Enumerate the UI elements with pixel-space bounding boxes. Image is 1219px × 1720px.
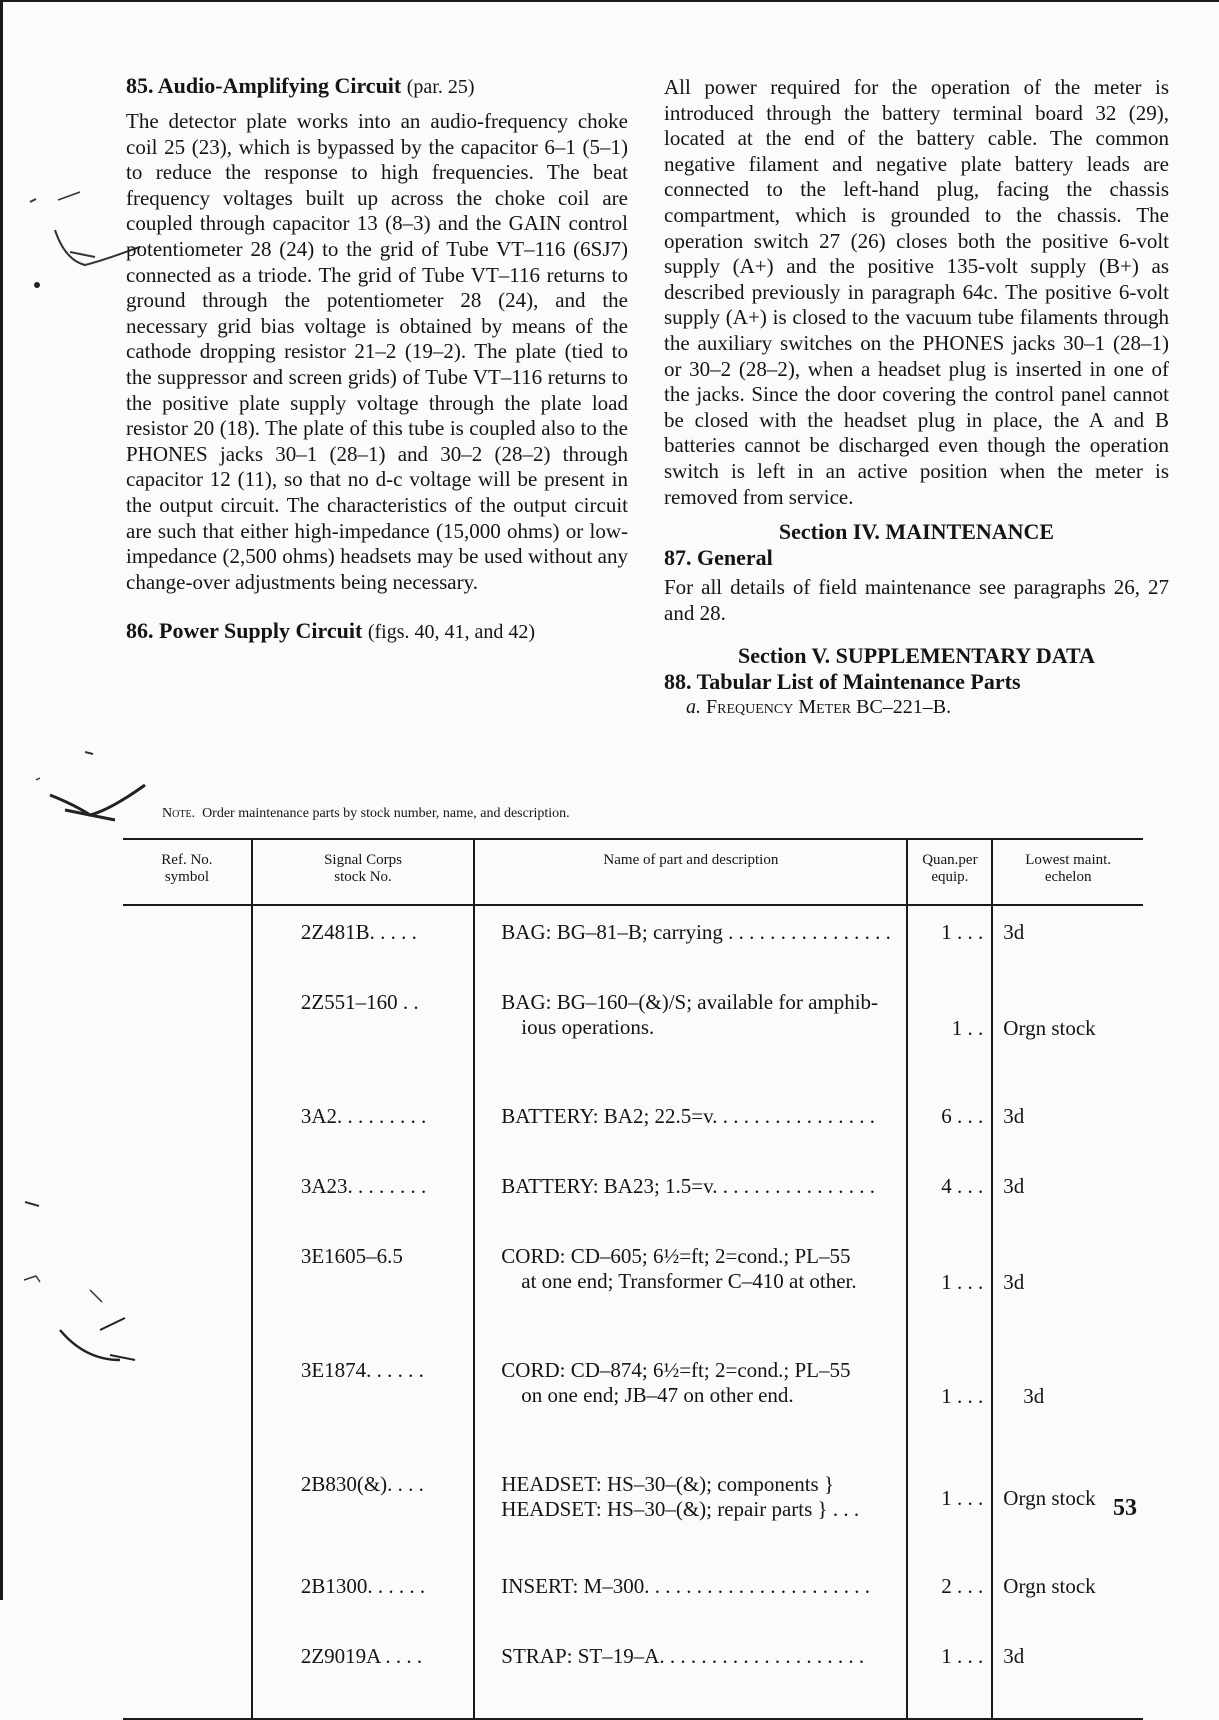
table-header-row [123,839,1143,905]
name-cell [474,1344,907,1458]
page-left-edge [0,0,3,1600]
name-cell [474,976,907,1090]
page-number: 53 [1113,1495,1137,1521]
qty-cell: 1 . . . [907,1458,992,1560]
echelon-cell: Orgn stock [1003,1486,1096,1510]
stock-cell: 2Z551–160 . . [252,976,474,1090]
stock-cell: 2Z9019A . . . . [252,1630,474,1696]
echelon-cell: 3d [1023,1384,1045,1408]
qty-cell: 1 . . . [907,1230,992,1344]
qty-cell: 1 . . . [907,1344,992,1458]
header-quantity [907,839,992,905]
section-v-title: Section V. SUPPLEMENTARY DATA [738,643,1095,669]
header-stock-line1: Signal Corps [324,852,403,868]
ref-cell [123,1160,252,1230]
name-line2: ious operations. [521,1015,655,1039]
header-qty-line1: Quan.per [922,852,978,868]
echelon-cell: Orgn stock [1003,1016,1096,1040]
note-text: Order maintenance parts by stock number, name, and description. [202,806,570,821]
heading-85-ref: (par. 25) [406,76,475,98]
stock-cell: 3E1874. . . . . . [252,1344,474,1458]
stock-cell: 2B830(&). . . . [252,1458,474,1560]
name-cell [474,1458,907,1560]
header-qty-line2: equip. [931,869,969,885]
name-cell [474,1230,907,1344]
name-line2: on one end; JB–47 on other end. [521,1383,794,1407]
name-line1: CORD: CD–874; 6½=ft; 2=cond.; PL–55 [501,1358,851,1382]
table-row [123,1230,1143,1344]
ref-cell [123,976,252,1090]
heading-88: 88. Tabular List of Maintenance Parts [664,669,1021,695]
table-row [123,1344,1143,1458]
echelon-cell: 3d [1003,1174,1025,1198]
echelon-cell: Orgn stock [1003,1574,1096,1598]
echelon-cell: 3d [1003,1104,1025,1128]
subsection-a [664,695,1169,721]
table-row [123,1458,1143,1560]
paragraph-85: The detector plate works into an audio-frequency choke coil 25 (23), which is bypassed by the capacitor 6–1 (5–1) to reduce the response to high frequencies. The beat frequency voltages built up across the choke coil are coupled through capacitor 13 (8–3) and the GAIN control potentiometer 28 (24) to the grid of Tube VT–116 (6SJ7) connected as a triode. The grid of Tube VT–116 returns to ground through the potentiometer 28 (24), and the necessary grid bias voltage is obtained by means of the cathode dropping resistor 21–2 (19–2). The plate (tied to the suppressor and screen grids) of Tube VT–116 returns to the positive plate supply voltage through the plate load resistor 20 (18). The plate of this tube is coupled also to the PHONES jacks 30–1 (28–1) and 30–2 (28–2) through capacitor 12 (11), so that no d-c voltage will be present in the output circuit. The characteristics of the output circuit are such that either high-impedance (15,000 ohms) or low-impedance (2,500 ohms) headsets may be used without any change-over adjustments being necessary. [126,109,628,594]
name-line1: STRAP: ST–19–A. . . . . . . . . . . . . . . . . . . . [501,1644,865,1668]
stock-cell: 3E1605–6.5 [252,1230,474,1344]
qty-cell: 1 . . . [907,1630,992,1696]
header-ref-line1: Ref. No. [161,852,213,868]
name-line1: BATTERY: BA2; 22.5=v. . . . . . . . . . . . . . . . [501,1104,876,1128]
section-iv-title: Section IV. MAINTENANCE [778,519,1055,545]
note [162,806,570,822]
note-label: Note. [162,806,196,821]
paragraph-86: All power required for the operation of the meter is introduced through the battery terminal board 32 (29), located at the end of the battery cable. The common negative filament and negative plate battery leads are connected to the left-hand plug, facing the chassis compartment, which is grounded to the chassis. The operation switch 27 (26) closes both the positive 6-volt supply (A+) and the positive 135-volt supply (B+) as described previously in paragraph 64c. The positive 6-volt supply (A+) is closed to the vacuum tube filaments through the auxiliary switches on the PHONES jacks 30–1 (28–1) or 30–2 (28–2), when a headset plug is inserted in one of the jacks. Since the door covering the control panel cannot be closed with the headset plug in place, the A and B batteries cannot be discharged even though the operation switch is left in an active position when the meter is removed from service. [664,75,1169,509]
echelon-cell: 3d [1003,1644,1025,1668]
stock-cell: 3A23. . . . . . . . [252,1160,474,1230]
heading-87: 87. General [664,545,773,571]
header-ech-line2: echelon [1044,869,1092,885]
ref-cell [123,905,252,976]
stock-cell: 2Z481B. . . . . [252,905,474,976]
heading-85-number: 85. [126,73,154,98]
table-row [123,1160,1143,1230]
page-top-edge [0,0,1219,2]
table-row [123,1090,1143,1160]
header-name [474,839,907,905]
maintenance-parts-table [123,838,1143,1720]
header-ref-no [123,839,252,905]
subsection-a-letter: a. [686,696,701,719]
heading-85 [126,72,628,101]
name-cell [474,1160,907,1230]
table-row [123,905,1143,976]
qty-cell: 6 . . . [907,1090,992,1160]
name-line1: BAG: BG–160–(&)/S; available for amphib- [501,990,879,1014]
name-line2: at one end; Transformer C–410 at other. [521,1269,857,1293]
paragraph-87: For all details of field maintenance see paragraphs 26, 27 and 28. [664,575,1169,625]
qty-cell: 4 . . . [907,1160,992,1230]
heading-86-title: Power Supply Circuit [159,618,363,644]
name-line2: HEADSET: HS–30–(&); repair parts } . . . [501,1497,860,1521]
ref-cell [123,1344,252,1458]
heading-86-number: 86. [126,618,154,644]
name-line1: HEADSET: HS–30–(&); components } [501,1472,835,1496]
name-line1: BAG: BG–81–B; carrying . . . . . . . . . . . . . . . . [501,920,891,944]
heading-86 [126,617,628,646]
qty-cell: 2 . . . [907,1560,992,1630]
table-end-row [123,1696,1143,1719]
left-column [126,72,628,646]
ref-cell [123,1230,252,1344]
right-column [664,72,1169,721]
name-cell [474,1090,907,1160]
ref-cell [123,1090,252,1160]
stock-cell: 3A2. . . . . . . . . [252,1090,474,1160]
header-name-text: Name of part and description [603,852,779,868]
name-line1: INSERT: M–300. . . . . . . . . . . . . . . . . . . . . . [501,1574,870,1598]
qty-cell: 1 . . [907,976,992,1090]
echelon-cell: 3d [1003,1270,1025,1294]
qty-cell: 1 . . . [907,905,992,976]
margin-pencil-mark-2 [30,740,150,840]
header-stock-line2: stock No. [334,869,392,885]
table-row [123,1560,1143,1630]
table-row [123,976,1143,1090]
name-cell [474,1560,907,1630]
echelon-cell: 3d [1003,920,1025,944]
heading-86-ref: (figs. 40, 41, and 42) [367,621,536,644]
heading-85-title: Audio-Amplifying Circuit [157,73,402,98]
margin-pencil-mark-3 [20,1190,140,1390]
header-stock-no [252,839,474,905]
subsection-a-text: Frequency Meter BC–221–B. [706,696,952,719]
header-echelon [992,839,1143,905]
header-ech-line1: Lowest maint. [1025,852,1112,868]
name-cell [474,905,907,976]
name-line1: BATTERY: BA23; 1.5=v. . . . . . . . . . . . . . . . [501,1174,876,1198]
ref-cell [123,1630,252,1696]
name-cell [474,1630,907,1696]
table-row [123,1630,1143,1696]
name-line1: CORD: CD–605; 6½=ft; 2=cond.; PL–55 [501,1244,851,1268]
margin-pencil-mark [20,160,140,300]
ref-cell [123,1560,252,1630]
ref-cell [123,1458,252,1560]
stock-cell: 2B1300. . . . . . [252,1560,474,1630]
header-ref-line2: symbol [164,869,209,885]
